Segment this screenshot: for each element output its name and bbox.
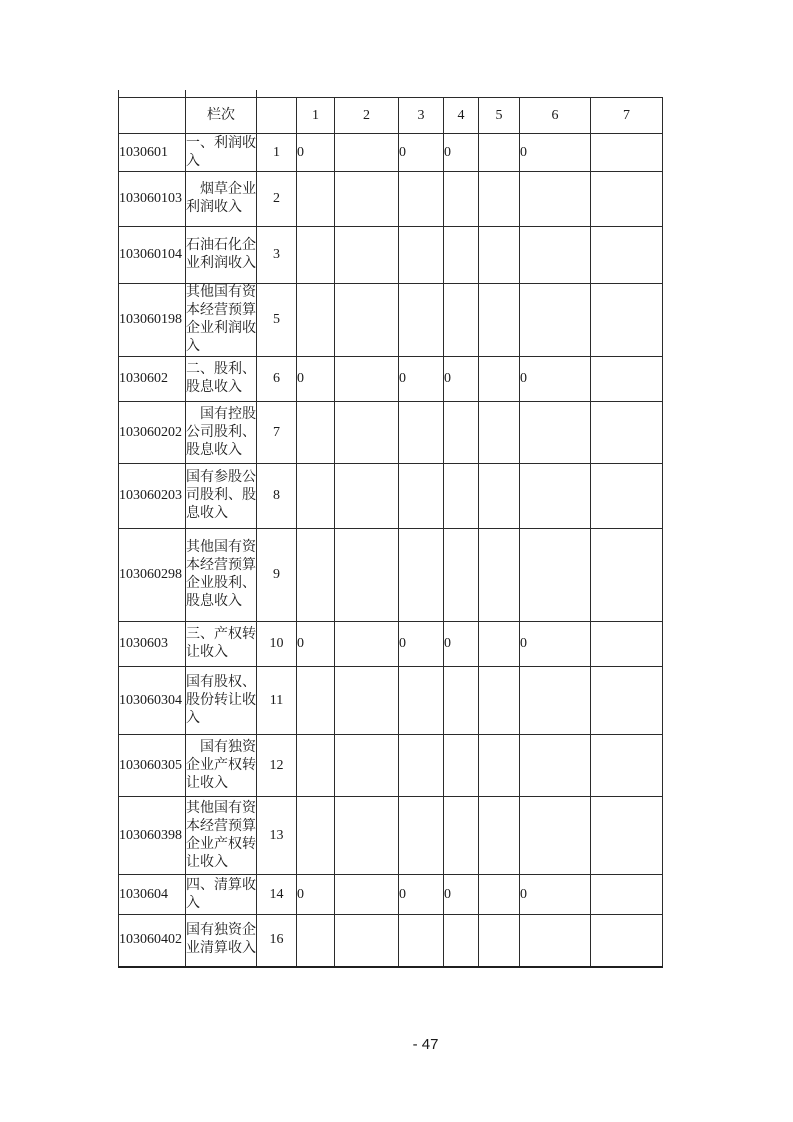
table-continuation-line	[118, 90, 119, 97]
code-cell: 103060398	[119, 797, 186, 875]
value-cell	[335, 622, 399, 667]
value-cell	[520, 402, 591, 464]
value-cell	[520, 529, 591, 622]
table-continuation-line	[256, 90, 257, 97]
header-code-cell	[119, 98, 186, 134]
table-row	[119, 797, 663, 875]
line-number-cell: 16	[257, 915, 297, 967]
value-cell: 0	[297, 134, 335, 172]
value-cell	[444, 464, 479, 529]
header-col-cell: 2	[335, 98, 399, 134]
value-cell	[399, 227, 444, 284]
value-cell: 0	[297, 875, 335, 915]
value-cell	[399, 667, 444, 735]
code-cell: 1030604	[119, 875, 186, 915]
line-number-cell: 3	[257, 227, 297, 284]
value-cell	[479, 622, 520, 667]
value-cell	[444, 797, 479, 875]
table-row	[119, 284, 663, 357]
value-cell	[335, 875, 399, 915]
line-number-cell: 11	[257, 667, 297, 735]
value-cell	[297, 915, 335, 967]
value-cell	[591, 227, 663, 284]
item-name-cell: 国有控股公司股利、股息收入	[186, 402, 257, 464]
value-cell	[444, 227, 479, 284]
header-col-cell: 3	[399, 98, 444, 134]
table-row	[119, 667, 663, 735]
budget-table-wrap	[118, 97, 663, 968]
value-cell	[335, 134, 399, 172]
value-cell	[444, 284, 479, 357]
value-cell: 0	[399, 875, 444, 915]
value-cell	[399, 284, 444, 357]
value-cell	[335, 797, 399, 875]
value-cell: 0	[444, 622, 479, 667]
value-cell	[591, 735, 663, 797]
value-cell: 0	[297, 357, 335, 402]
table-continuation-line	[185, 90, 186, 97]
line-number-cell: 8	[257, 464, 297, 529]
item-name-cell: 国有股权、股份转让收入	[186, 667, 257, 735]
value-cell	[591, 464, 663, 529]
value-cell	[479, 134, 520, 172]
header-col-cell	[257, 98, 297, 134]
value-cell	[520, 284, 591, 357]
value-cell	[591, 667, 663, 735]
table-header-row	[119, 98, 663, 134]
value-cell	[444, 667, 479, 735]
code-cell: 1030601	[119, 134, 186, 172]
value-cell	[399, 172, 444, 227]
value-cell	[297, 797, 335, 875]
value-cell	[335, 172, 399, 227]
value-cell	[479, 797, 520, 875]
value-cell	[297, 227, 335, 284]
value-cell	[479, 357, 520, 402]
code-cell: 103060103	[119, 172, 186, 227]
value-cell	[444, 172, 479, 227]
header-label-cell: 栏次	[186, 98, 257, 134]
value-cell	[520, 735, 591, 797]
table-row	[119, 134, 663, 172]
value-cell	[591, 134, 663, 172]
value-cell	[335, 464, 399, 529]
value-cell	[591, 402, 663, 464]
value-cell: 0	[399, 622, 444, 667]
value-cell	[335, 402, 399, 464]
code-cell: 103060305	[119, 735, 186, 797]
value-cell	[520, 915, 591, 967]
line-number-cell: 2	[257, 172, 297, 227]
budget-table	[118, 97, 663, 968]
table-row	[119, 915, 663, 967]
value-cell	[479, 529, 520, 622]
item-name-cell: 二、股利、股息收入	[186, 357, 257, 402]
table-row	[119, 622, 663, 667]
value-cell	[335, 529, 399, 622]
code-cell: 1030602	[119, 357, 186, 402]
code-cell: 1030603	[119, 622, 186, 667]
value-cell	[444, 735, 479, 797]
value-cell	[297, 529, 335, 622]
value-cell	[520, 172, 591, 227]
table-row	[119, 875, 663, 915]
header-col-cell: 5	[479, 98, 520, 134]
value-cell: 0	[520, 134, 591, 172]
value-cell	[335, 357, 399, 402]
value-cell	[335, 915, 399, 967]
line-number-cell: 10	[257, 622, 297, 667]
line-number-cell: 7	[257, 402, 297, 464]
item-name-cell: 烟草企业利润收入	[186, 172, 257, 227]
code-cell: 103060298	[119, 529, 186, 622]
value-cell: 0	[520, 875, 591, 915]
item-name-cell: 国有参股公司股利、股息收入	[186, 464, 257, 529]
item-name-cell: 国有独资企业产权转让收入	[186, 735, 257, 797]
value-cell	[479, 735, 520, 797]
item-name-cell: 一、利润收入	[186, 134, 257, 172]
table-row	[119, 402, 663, 464]
value-cell	[520, 227, 591, 284]
header-col-cell: 4	[444, 98, 479, 134]
value-cell: 0	[520, 622, 591, 667]
value-cell	[399, 529, 444, 622]
table-row	[119, 464, 663, 529]
value-cell	[591, 172, 663, 227]
value-cell	[399, 402, 444, 464]
table-row	[119, 172, 663, 227]
code-cell: 103060402	[119, 915, 186, 967]
value-cell: 0	[399, 134, 444, 172]
value-cell	[591, 797, 663, 875]
item-name-cell: 石油石化企业利润收入	[186, 227, 257, 284]
value-cell	[297, 284, 335, 357]
value-cell: 0	[444, 134, 479, 172]
code-cell: 103060304	[119, 667, 186, 735]
line-number-cell: 13	[257, 797, 297, 875]
value-cell	[591, 622, 663, 667]
value-cell: 0	[444, 357, 479, 402]
table-row	[119, 227, 663, 284]
value-cell	[479, 464, 520, 529]
code-cell: 103060104	[119, 227, 186, 284]
value-cell	[297, 667, 335, 735]
line-number-cell: 1	[257, 134, 297, 172]
value-cell	[520, 667, 591, 735]
value-cell	[444, 402, 479, 464]
value-cell	[479, 284, 520, 357]
value-cell	[444, 915, 479, 967]
value-cell	[335, 227, 399, 284]
value-cell: 0	[297, 622, 335, 667]
value-cell	[591, 875, 663, 915]
value-cell	[479, 227, 520, 284]
item-name-cell: 其他国有资本经营预算企业产权转让收入	[186, 797, 257, 875]
value-cell	[399, 797, 444, 875]
value-cell: 0	[520, 357, 591, 402]
value-cell	[444, 529, 479, 622]
value-cell	[399, 915, 444, 967]
value-cell	[479, 875, 520, 915]
value-cell	[520, 464, 591, 529]
header-col-cell: 6	[520, 98, 591, 134]
header-col-cell: 7	[591, 98, 663, 134]
value-cell	[297, 464, 335, 529]
value-cell	[591, 915, 663, 967]
item-name-cell: 四、清算收入	[186, 875, 257, 915]
value-cell	[335, 284, 399, 357]
value-cell	[520, 797, 591, 875]
code-cell: 103060202	[119, 402, 186, 464]
value-cell: 0	[444, 875, 479, 915]
value-cell	[479, 172, 520, 227]
item-name-cell: 国有独资企业清算收入	[186, 915, 257, 967]
line-number-cell: 5	[257, 284, 297, 357]
value-cell	[335, 735, 399, 797]
table-row	[119, 735, 663, 797]
value-cell	[591, 529, 663, 622]
item-name-cell: 其他国有资本经营预算企业利润收入	[186, 284, 257, 357]
value-cell	[479, 915, 520, 967]
value-cell	[591, 357, 663, 402]
page-number: - 47	[412, 1036, 439, 1053]
value-cell	[479, 667, 520, 735]
value-cell	[335, 667, 399, 735]
line-number-cell: 14	[257, 875, 297, 915]
table-row	[119, 529, 663, 622]
value-cell	[297, 735, 335, 797]
line-number-cell: 12	[257, 735, 297, 797]
line-number-cell: 9	[257, 529, 297, 622]
code-cell: 103060198	[119, 284, 186, 357]
value-cell	[297, 402, 335, 464]
value-cell	[297, 172, 335, 227]
value-cell	[399, 735, 444, 797]
value-cell	[479, 402, 520, 464]
table-row	[119, 357, 663, 402]
item-name-cell: 三、产权转让收入	[186, 622, 257, 667]
code-cell: 103060203	[119, 464, 186, 529]
item-name-cell: 其他国有资本经营预算企业股利、股息收入	[186, 529, 257, 622]
header-col-cell: 1	[297, 98, 335, 134]
line-number-cell: 6	[257, 357, 297, 402]
value-cell	[591, 284, 663, 357]
value-cell	[399, 464, 444, 529]
value-cell: 0	[399, 357, 444, 402]
